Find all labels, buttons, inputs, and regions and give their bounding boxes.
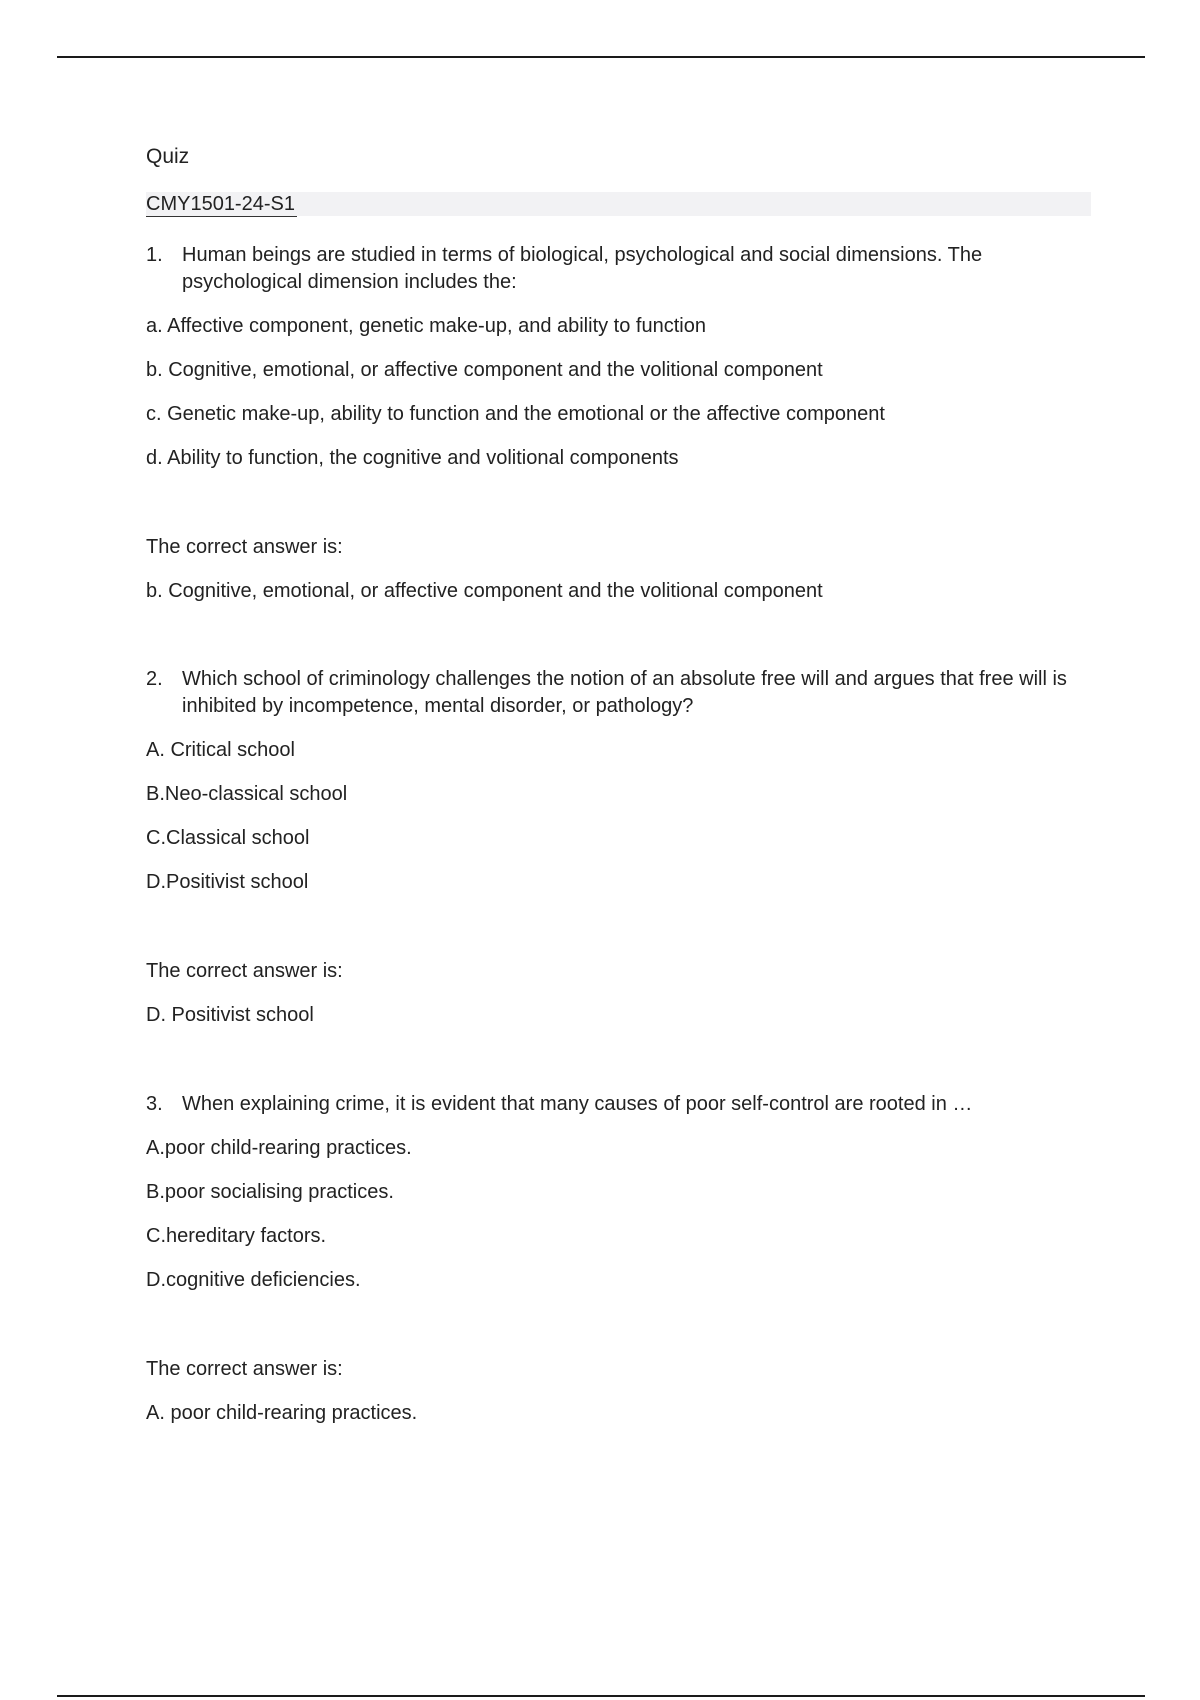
option-b: b. Cognitive, emotional, or affective component and the volitional component [146,359,823,381]
question-1 [146,242,1091,605]
bottom-rule [57,1695,1145,1697]
question-number: 3. [146,1093,163,1115]
correct-answer: D. Positivist school [146,1004,314,1026]
correct-answer: b. Cognitive, emotional, or affective component and the volitional component [146,580,823,602]
answer-label: The correct answer is: [146,536,343,558]
option-c: c. Genetic make-up, ability to function and the emotional or the affective component [146,403,885,425]
option-c: C.hereditary factors. [146,1225,327,1247]
question-2 [146,666,1091,1029]
answer-label: The correct answer is: [146,960,343,982]
option-d: D.Positivist school [146,871,309,893]
page-title: Quiz [146,145,190,168]
option-d: d. Ability to function, the cognitive and volitional components [146,447,679,469]
question-3 [146,1091,1091,1427]
option-a: a. Affective component, genetic make-up, and ability to function [146,315,706,337]
option-b: B.Neo-classical school [146,783,348,805]
question-number: 2. [146,668,163,690]
course-code: CMY1501-24-S1 [146,193,295,215]
document-body [146,140,1091,1427]
option-b: B.poor socialising practices. [146,1181,394,1203]
course-code-row [146,192,1091,216]
option-d: D.cognitive deficiencies. [146,1269,361,1291]
option-a: A. Critical school [146,739,295,761]
option-a: A.poor child-rearing practices. [146,1137,412,1159]
question-text: Human beings are studied in terms of biological, psychological and social dimensions. The psychological dimension includes the: [182,244,983,293]
question-stem [146,666,1091,720]
question-stem [146,242,1091,296]
question-stem [146,1091,1091,1118]
answer-label: The correct answer is: [146,1358,343,1380]
question-text: Which school of criminology challenges the notion of an absolute free will and argues that free will is inhibited by incompetence, mental disorder, or pathology? [182,668,1067,717]
option-c: C.Classical school [146,827,310,849]
question-number: 1. [146,244,163,266]
question-text: When explaining crime, it is evident that many causes of poor self-control are rooted in … [182,1093,973,1115]
correct-answer: A. poor child-rearing practices. [146,1402,418,1424]
top-rule [57,56,1145,58]
